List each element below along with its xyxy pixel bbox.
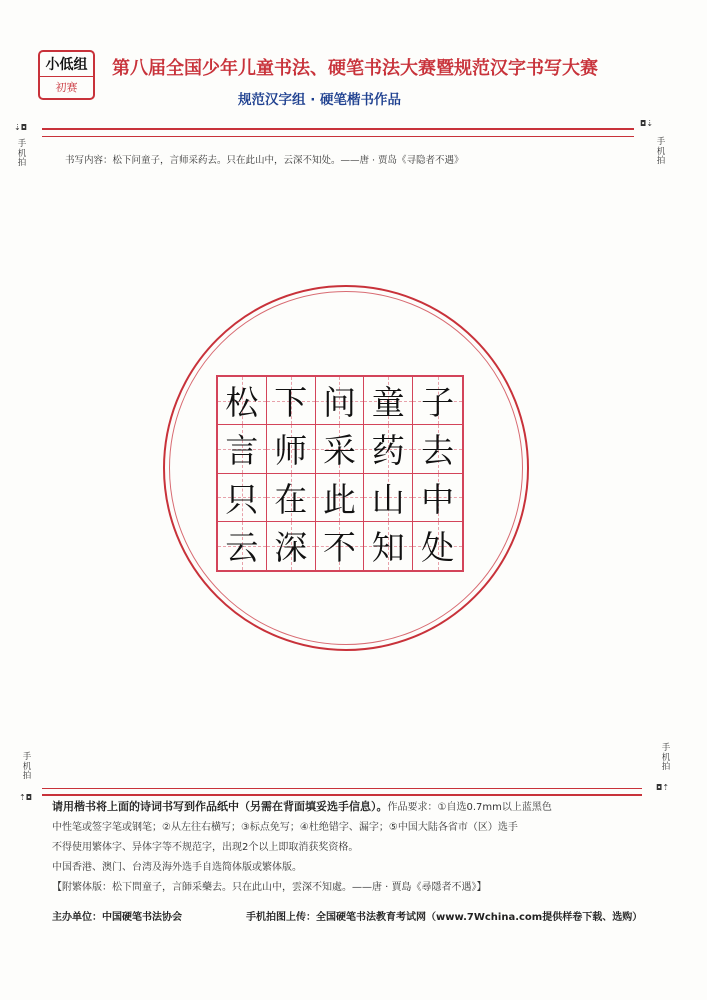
grid-character: 云 [225, 528, 259, 568]
requirements-line-5: 【附繁体版：松下問童子，言師采藥去。只在此山中，雲深不知處。——唐 · 賈島《尋隱者不遇》】 [52, 882, 487, 893]
bottom-divider-line-thin [42, 788, 642, 789]
camera-marker-icon: ⇣◘ [14, 123, 28, 132]
grid-cell [267, 522, 316, 570]
side-label-left-bottom: 手机拍 [22, 752, 32, 781]
grid-cell [413, 425, 462, 473]
page-title: 第八届全国少年儿童书法、硬笔书法大赛暨规范汉字书写大赛 [112, 58, 598, 79]
grid-cell [364, 474, 413, 522]
grid-character: 此 [322, 479, 356, 519]
top-divider-line [42, 128, 634, 130]
grid-character: 师 [274, 431, 308, 471]
camera-marker-icon: ◘⇣ [640, 119, 654, 128]
grid-character: 采 [322, 431, 356, 471]
top-divider-line-thin [42, 136, 634, 137]
footer-organizer: 主办单位：中国硬笔书法协会 [52, 912, 182, 923]
grid-cell [267, 474, 316, 522]
grid-character: 只 [225, 479, 259, 519]
requirements-line1-rest: 作品要求：①自选0.7mm以上蓝黑色 [387, 802, 552, 813]
grid-character: 不 [322, 528, 356, 568]
grid-character: 山 [371, 479, 405, 519]
group-level-label: 小低组 [40, 54, 93, 77]
group-badge [38, 50, 95, 100]
grid-character: 童 [371, 383, 405, 423]
grid-cell [218, 522, 267, 570]
grid-cell [364, 377, 413, 425]
grid-cell [413, 522, 462, 570]
writing-content: 书写内容：松下问童子，言师采药去。只在此山中，云深不知处。——唐 · 贾岛《寻隐者不遇》 [65, 155, 464, 166]
grid-cell [316, 474, 365, 522]
side-label-right-top: 手机拍 [656, 137, 666, 166]
page-subtitle: 规范汉字组 · 硬笔楷书作品 [238, 92, 402, 108]
grid-character: 知 [371, 528, 405, 568]
footer-upload-info: 手机拍图上传：全国硬笔书法教育考试网（www.7Wchina.com提供样卷下载、选购） [246, 912, 643, 923]
grid-cell [218, 474, 267, 522]
grid-character: 药 [371, 431, 405, 471]
requirements-line-4: 中国香港、澳门、台湾及海外选手自选简体版或繁体版。 [52, 862, 302, 873]
grid-character: 去 [421, 431, 455, 471]
grid-character: 在 [274, 479, 308, 519]
camera-marker-icon: ◘⇡ [656, 783, 670, 792]
writing-grid [216, 375, 464, 572]
requirements-lead: 请用楷书将上面的诗词书写到作品纸中（另需在背面填妥选手信息）。 [52, 800, 388, 813]
bottom-divider-line [42, 794, 642, 796]
grid-character: 中 [421, 479, 455, 519]
grid-character: 下 [274, 383, 308, 423]
requirements-line-1 [52, 797, 662, 818]
grid-character: 言 [225, 431, 259, 471]
grid-character: 处 [421, 528, 455, 568]
grid-character: 松 [225, 383, 259, 423]
grid-cell [364, 522, 413, 570]
grid-character: 问 [322, 383, 356, 423]
grid-cell [413, 377, 462, 425]
grid-cell [316, 425, 365, 473]
side-label-left-top: 手机拍 [17, 139, 27, 168]
grid-character: 深 [274, 528, 308, 568]
camera-marker-icon: ⇡◘ [19, 793, 33, 802]
side-label-right-bottom: 手机拍 [661, 743, 671, 772]
requirements-line-3: 不得使用繁体字、异体字等不规范字，出现2个以上即取消获奖资格。 [52, 842, 359, 853]
group-stage-label: 初赛 [55, 81, 78, 94]
grid-character: 子 [421, 383, 455, 423]
grid-cell [316, 522, 365, 570]
grid-cell [413, 474, 462, 522]
grid-cell [267, 425, 316, 473]
grid-cell [218, 425, 267, 473]
requirements-line-2: 中性笔或签字笔或钢笔；②从左往右横写；③标点免写；④杜绝错字、漏字；⑤中国大陆各省市（区）选手 [52, 822, 518, 833]
grid-cell [364, 425, 413, 473]
grid-cell [267, 377, 316, 425]
grid-cell [316, 377, 365, 425]
grid-cell [218, 377, 267, 425]
